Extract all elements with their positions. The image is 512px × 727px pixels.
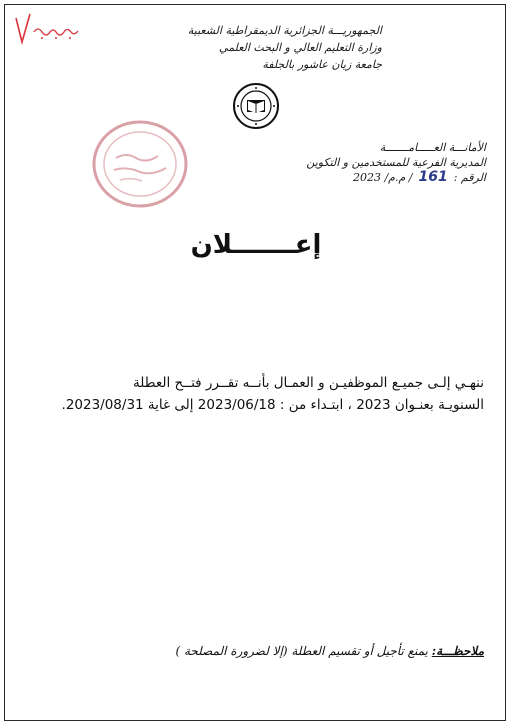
reference-line (226, 170, 486, 185)
administration-block (226, 140, 486, 185)
ministry-name: وزارة التعليم العالي و البحث العلمي (219, 41, 382, 54)
note-label: ملاحظـــة: (431, 644, 484, 658)
letterhead (142, 22, 382, 73)
handwritten-annotation (12, 12, 92, 48)
reference-suffix: / م.م/ 2023 (352, 171, 413, 184)
reference-number: 161 (418, 169, 448, 185)
university-name: جامعة زيان عاشور بالجلفة (262, 58, 382, 71)
general-secretariat: الأمانـــة العـــــامـــــــة (379, 141, 486, 154)
body-line-1: ننهـي إلـى جميـع الموظفيـن و العمـال بأنــه تقــرر فتــح العطلة (133, 375, 484, 391)
reference-label: الرقم : (453, 171, 486, 184)
announcement-body (24, 372, 484, 416)
note (64, 644, 484, 658)
university-logo-icon (232, 82, 280, 130)
page-title: إعـــــــلان (190, 230, 322, 260)
official-stamp-icon (90, 118, 190, 210)
body-line-2: السنويـة بعنـوان 2023 ، ابتـداء من : 2023/06/18 إلى غاية 2023/08/31. (61, 397, 484, 413)
republic-name: الجمهوريـــة الجزائرية الديمقراطية الشعبية (187, 24, 382, 37)
sub-directorate: المديرية الفرعية للمستخدمين و التكوين (306, 156, 486, 169)
note-text: يمنع تأجيل أو تقسيم العطلة (إلا لضرورة المصلحة ) (175, 644, 428, 658)
